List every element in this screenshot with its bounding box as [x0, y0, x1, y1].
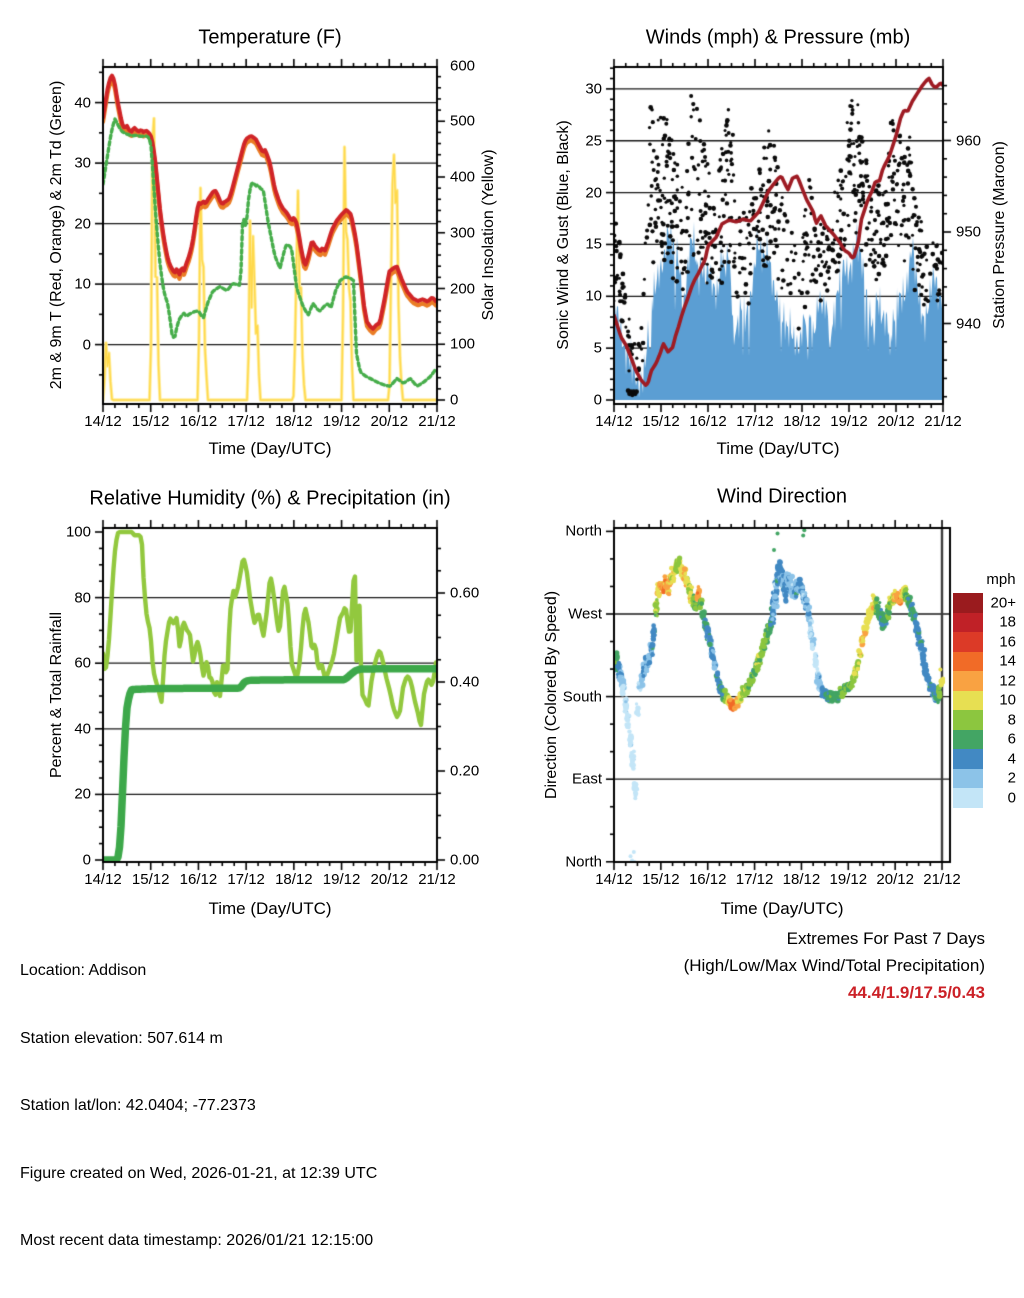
tick-label: 19/12 [322, 871, 361, 888]
tick-label: 0.60 [450, 584, 480, 602]
tick-label: 18/12 [782, 871, 821, 888]
tick-label: 20/12 [876, 871, 914, 888]
tick-label: 20 [74, 785, 91, 803]
tick-label: 40 [74, 720, 91, 738]
station-latlon: Station lat/lon: 42.0404; -77.2373 [20, 1097, 256, 1114]
tick-label: 16/12 [689, 413, 727, 430]
station-info [20, 915, 377, 1298]
tick-label: 600 [450, 57, 476, 74]
extremes-subtitle: (High/Low/Max Wind/Total Precipitation) [683, 956, 985, 975]
colorbar-cell [953, 769, 983, 789]
colorbar-label: 12 [999, 672, 1016, 690]
colorbar-title: mph [986, 571, 1016, 588]
tick-label: 0.40 [450, 673, 480, 691]
direction-yaxis-label: Direction (Colored By Speed) [543, 590, 560, 800]
tick-label: North [565, 853, 602, 871]
tick-label: 300 [450, 224, 476, 242]
tick-label: 14/12 [595, 413, 633, 430]
tick-label: 0 [450, 391, 459, 409]
colorbar-label: 8 [1007, 711, 1016, 729]
tick-label: 14/12 [84, 413, 122, 430]
tick-label: 940 [956, 315, 982, 332]
tick-label: 30 [74, 154, 91, 172]
colorbar-cell [953, 593, 983, 613]
tl-xaxis-label: Time (Day/UTC) [208, 439, 332, 458]
tick-label: 18/12 [275, 871, 313, 888]
tick-label: 21/12 [924, 413, 962, 430]
colorbar-cell [953, 730, 983, 750]
figure-created: Figure created on Wed, 2026-01-21, at 12:39 UTC [20, 1164, 378, 1182]
colorbar-cell [953, 671, 983, 691]
tick-label: East [571, 770, 602, 788]
colorbar-label: 0 [1007, 789, 1016, 807]
tick-label: 15/12 [131, 871, 170, 888]
wind-yaxis-label: Sonic Wind & Gust (Blue, Black) [555, 120, 572, 350]
tick-label: 100 [450, 335, 476, 353]
tick-label: 17/12 [227, 871, 265, 888]
tick-label: 19/12 [829, 871, 868, 888]
tick-label: 200 [450, 280, 476, 297]
tick-label: 60 [74, 654, 91, 672]
tick-label: 10 [585, 287, 602, 305]
tick-label: 100 [65, 523, 91, 541]
tick-label: 20/12 [877, 413, 915, 430]
colorbar-cell [953, 749, 983, 769]
tick-label: North [565, 522, 602, 540]
tick-label: 5 [593, 339, 602, 357]
extremes-title: Extremes For Past 7 Days [786, 929, 985, 948]
tick-label: 400 [450, 168, 476, 186]
tick-label: 10 [74, 275, 91, 293]
tick-label: 0 [593, 391, 602, 409]
colorbar-label: 16 [999, 633, 1016, 651]
tick-label: 0.20 [450, 762, 480, 780]
bl-xaxis-label: Time (Day/UTC) [208, 899, 332, 918]
tick-label: 16/12 [179, 413, 218, 430]
tick-label: 16/12 [179, 871, 218, 888]
colorbar-cell [953, 632, 983, 652]
station-elevation: Station elevation: 507.614 m [20, 1029, 223, 1047]
tick-label: 20/12 [370, 413, 409, 430]
colorbar-label: 20+ [990, 594, 1016, 612]
colorbar-label: 2 [1007, 769, 1016, 787]
humidity-yaxis-label: Percent & Total Rainfall [48, 611, 65, 779]
colorbar-label: 18 [999, 613, 1016, 631]
tick-label: 960 [956, 132, 982, 149]
tick-label: 20/12 [370, 871, 409, 888]
humidity-precip-chart-title: Relative Humidity (%) & Precipitation (in) [89, 487, 451, 510]
wind-direction-chart-title: Wind Direction [716, 485, 848, 508]
tick-label: 21/12 [418, 413, 456, 430]
extremes-values: 44.4/1.9/17.5/0.43 [847, 983, 985, 1002]
tick-label: 80 [74, 589, 91, 607]
temperature-yaxis-label: 2m & 9m T (Red, Orange) & 2m Td (Green) [48, 80, 65, 390]
tick-label: 18/12 [783, 413, 821, 430]
colorbar-cell [953, 710, 983, 730]
latest-timestamp: Most recent data timestamp: 2026/01/21 12:15:00 [20, 1232, 374, 1249]
tick-label: 20 [74, 215, 91, 233]
tick-label: 17/12 [735, 871, 774, 888]
solar-yaxis-label: Solar Insolation (Yellow) [480, 149, 497, 321]
tick-label: 14/12 [595, 871, 633, 888]
tick-label: 0 [82, 336, 91, 354]
tick-label: 25 [585, 132, 602, 150]
tick-label: South [562, 688, 602, 706]
colorbar-label: 4 [1007, 750, 1016, 768]
colorbar-cell [953, 788, 983, 808]
colorbar-cell [953, 691, 983, 711]
colorbar-label: 6 [1007, 730, 1016, 748]
tick-label: 21/12 [418, 871, 456, 888]
tick-label: 15/12 [131, 413, 170, 430]
tick-label: 17/12 [736, 413, 774, 430]
tr-xaxis-label: Time (Day/UTC) [716, 439, 840, 458]
tick-label: 950 [956, 223, 982, 241]
temperature-chart-title: Temperature (F) [198, 26, 342, 49]
tick-label: 15 [585, 235, 602, 253]
tick-label: 30 [585, 80, 602, 98]
station-location: Location: Addison [20, 962, 147, 979]
tick-label: West [568, 605, 602, 623]
tick-label: 20 [585, 184, 602, 202]
colorbar-label: 14 [999, 652, 1016, 670]
tick-label: 16/12 [688, 871, 727, 888]
tick-label: 500 [450, 112, 476, 130]
tick-label: 0.00 [450, 851, 480, 869]
extremes-block [684, 925, 985, 1006]
winds-pressure-chart-title: Winds (mph) & Pressure (mb) [645, 26, 911, 49]
tick-label: 18/12 [275, 413, 313, 430]
colorbar-cell [953, 613, 983, 633]
colorbar-cell [953, 652, 983, 672]
tick-label: 15/12 [642, 871, 680, 888]
tick-label: 19/12 [830, 413, 868, 430]
tick-label: 14/12 [84, 871, 122, 888]
tick-label: 19/12 [322, 413, 361, 430]
br-xaxis-label: Time (Day/UTC) [720, 899, 844, 918]
tick-label: 0 [82, 851, 91, 869]
colorbar-label: 10 [999, 691, 1016, 709]
tick-label: 17/12 [227, 413, 265, 430]
pressure-yaxis-label: Station Pressure (Maroon) [991, 141, 1008, 329]
tick-label: 15/12 [642, 413, 680, 430]
tick-label: 40 [74, 94, 91, 112]
tick-label: 21/12 [923, 871, 961, 888]
